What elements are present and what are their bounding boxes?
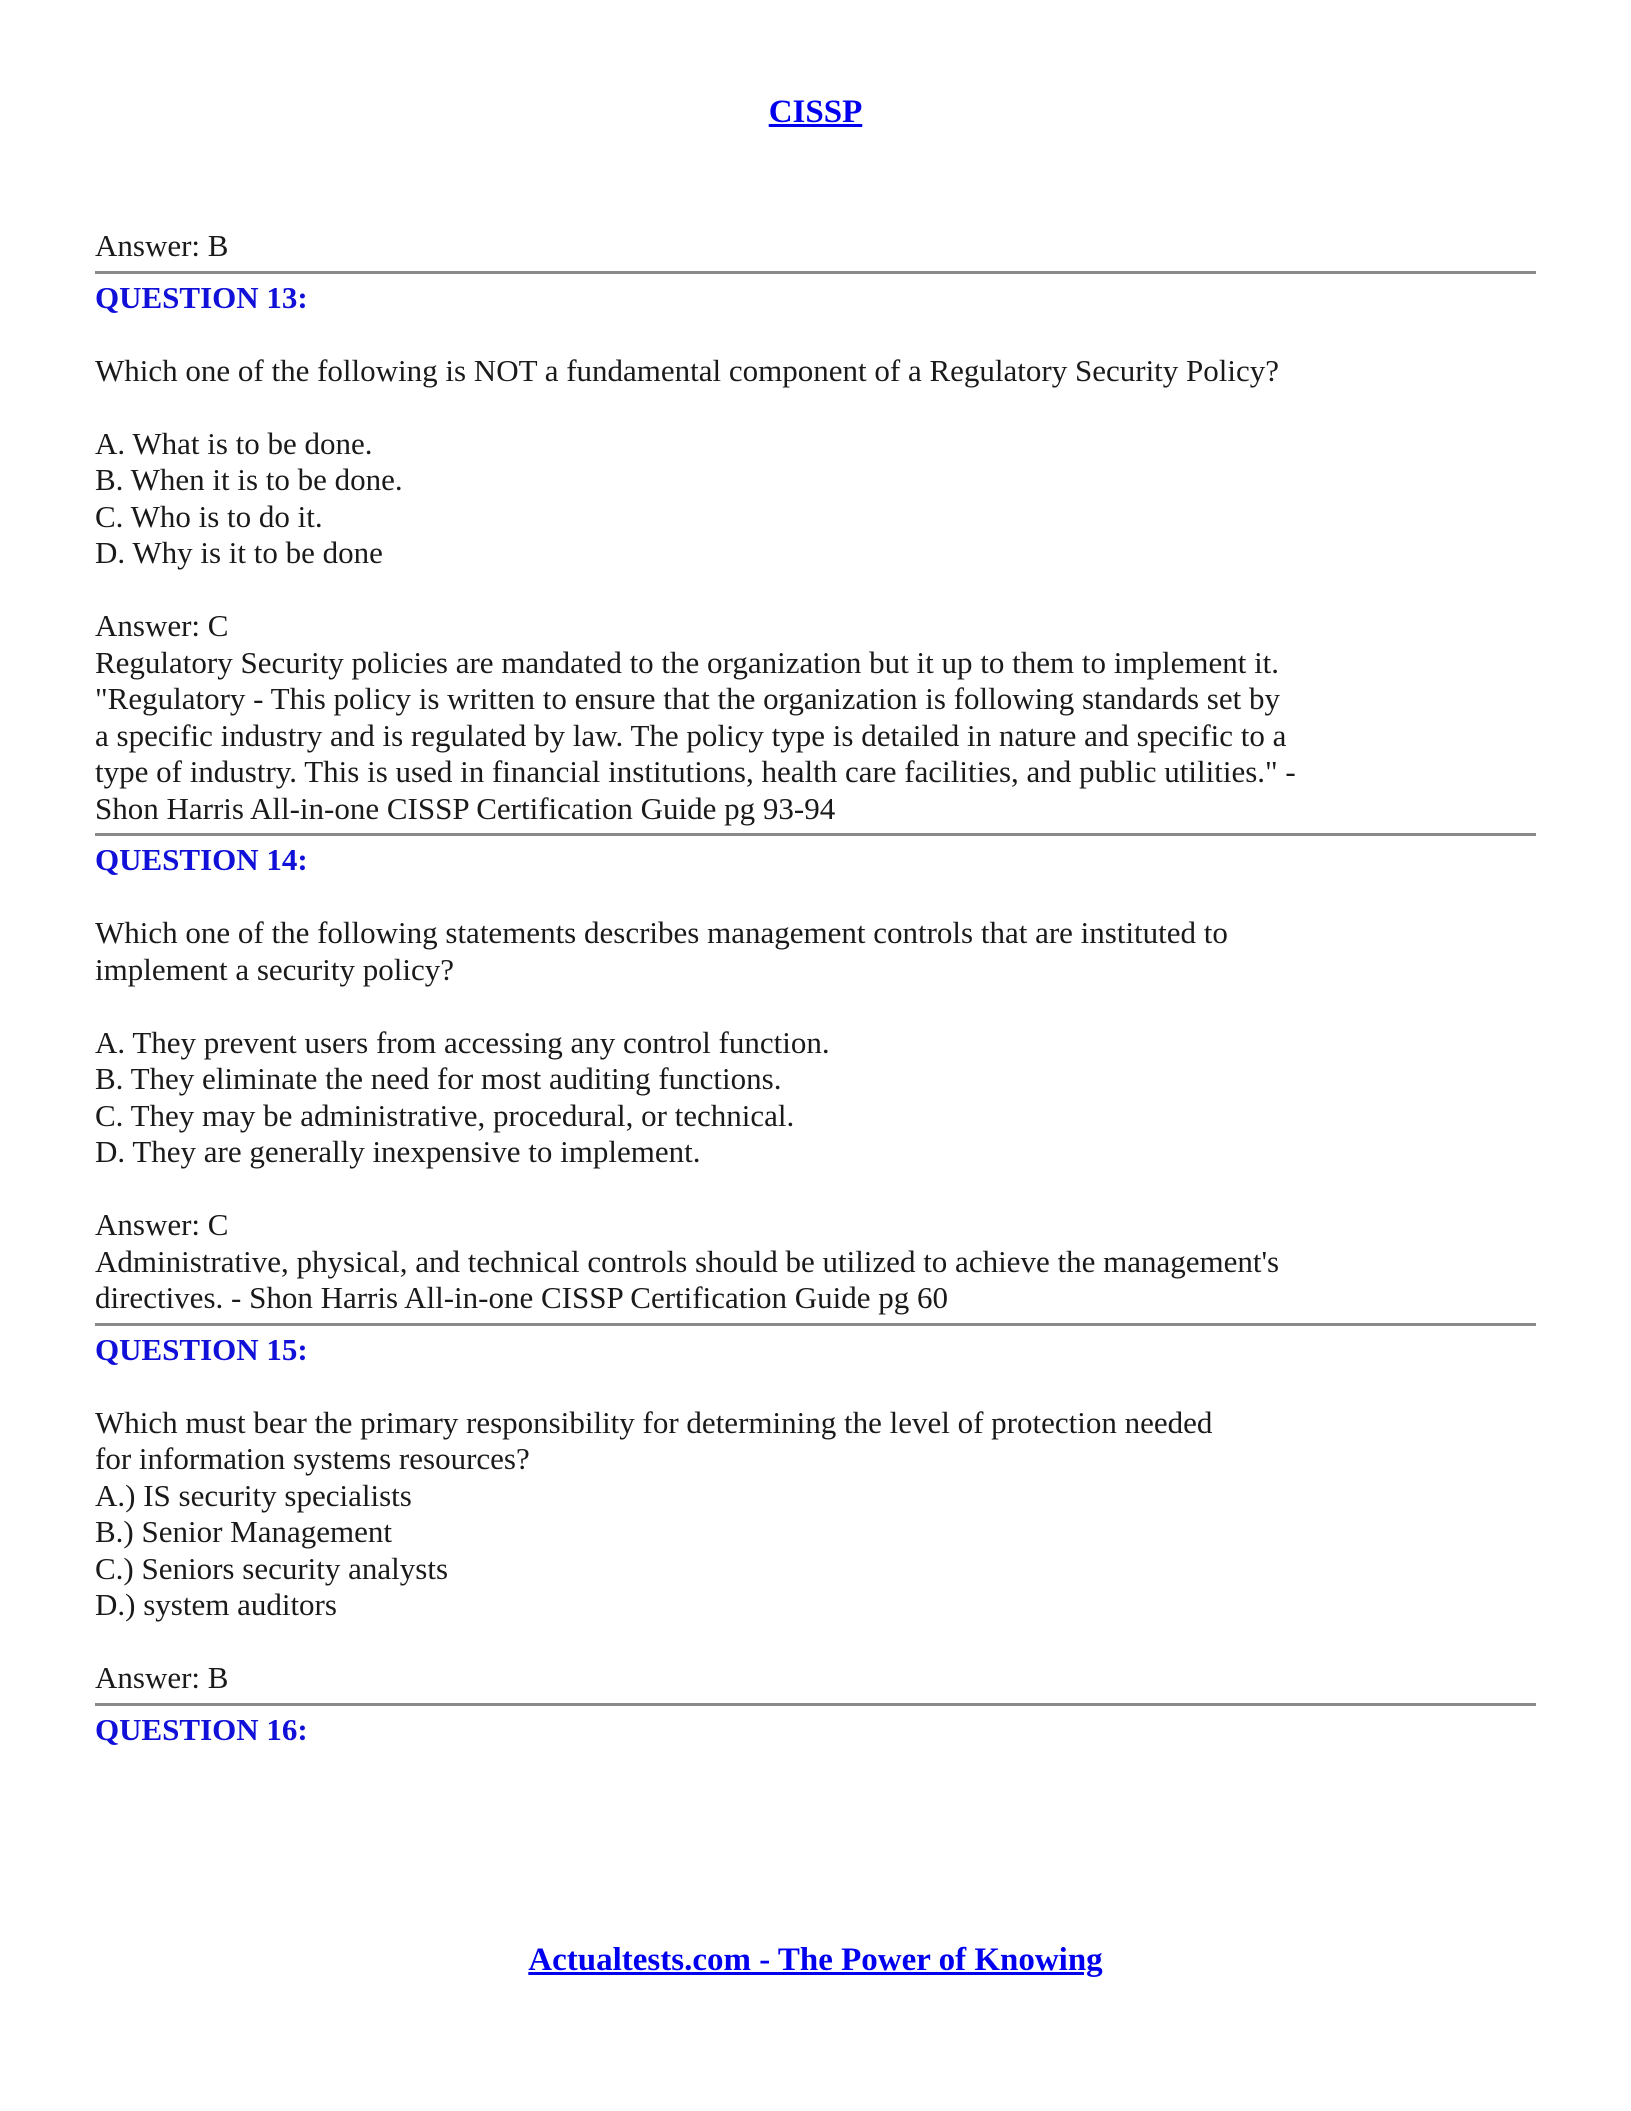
- option-d: D. Why is it to be done: [95, 535, 383, 570]
- question-16-heading: QUESTION 16:: [95, 1711, 308, 1747]
- option-a: A.) IS security specialists: [95, 1477, 412, 1513]
- header-title-link[interactable]: CISSP: [768, 94, 863, 130]
- question-13-text: Which one of the following is NOT a fundamental component of a Regulatory Security Policy?: [95, 352, 1280, 388]
- option-a: A. What is to be done.: [95, 425, 373, 461]
- question-13-explanation-line: Shon Harris All-in-one CISSP Certification Guide pg 93-94: [95, 790, 836, 826]
- section-divider: [95, 833, 1536, 836]
- section-divider: [95, 1323, 1536, 1326]
- option-a: A. They prevent users from accessing any control function.: [95, 1024, 830, 1060]
- question-13-explanation-line: Regulatory Security policies are mandated to the organization but it up to them to implement it.: [95, 644, 1280, 680]
- document-content: [95, 228, 1535, 1748]
- option-d: D.) system auditors: [95, 1587, 337, 1622]
- question-15-text: for information systems resources?: [95, 1441, 530, 1476]
- question-14-explanation-line: Administrative, physical, and technical controls should be utilized to achieve the management's: [95, 1243, 1280, 1279]
- question-14-heading: QUESTION 14:: [95, 842, 308, 877]
- question-14-text: implement a security policy?: [95, 951, 454, 987]
- question-14-text: Which one of the following statements describes management controls that are instituted to: [95, 915, 1228, 950]
- question-14-answer: Answer: C: [95, 1207, 229, 1242]
- section-divider: [95, 1703, 1536, 1706]
- option-b: B. They eliminate the need for most auditing functions.: [95, 1061, 782, 1096]
- question-13-explanation-line: "Regulatory - This policy is written to ensure that the organization is following standards set by: [95, 681, 1280, 716]
- footer-link[interactable]: Actualtests.com - The Power of Knowing: [528, 1942, 1103, 1978]
- section-divider: [95, 271, 1536, 274]
- question-14-options: [95, 1025, 1535, 1171]
- option-c: C. Who is to do it.: [95, 498, 323, 534]
- question-13-options: [95, 426, 1535, 572]
- question-15-heading: QUESTION 15:: [95, 1331, 308, 1367]
- option-c: C.) Seniors security analysts: [95, 1550, 449, 1586]
- option-b: B.) Senior Management: [95, 1514, 393, 1549]
- question-13-heading: QUESTION 13:: [95, 279, 308, 315]
- question-14-explanation-line: directives. - Shon Harris All-in-one CISSP Certification Guide pg 60: [95, 1280, 948, 1315]
- question-13-explanation-line: a specific industry and is regulated by law. The policy type is detailed in nature and specific to a: [95, 717, 1287, 753]
- question-15-answer: Answer: B: [95, 1660, 229, 1695]
- previous-answer: Answer: B: [95, 228, 229, 263]
- option-b: B. When it is to be done.: [95, 462, 403, 497]
- question-13-explanation-line: type of industry. This is used in financial institutions, health care facilities, and public utilities." -: [95, 754, 1296, 789]
- question-13-answer: Answer: C: [95, 608, 229, 643]
- option-c: C. They may be administrative, procedural, or technical.: [95, 1097, 795, 1133]
- question-15-options: [95, 1478, 1535, 1624]
- option-d: D. They are generally inexpensive to implement.: [95, 1134, 701, 1169]
- question-15-text: Which must bear the primary responsibility for determining the level of protection needed: [95, 1404, 1213, 1440]
